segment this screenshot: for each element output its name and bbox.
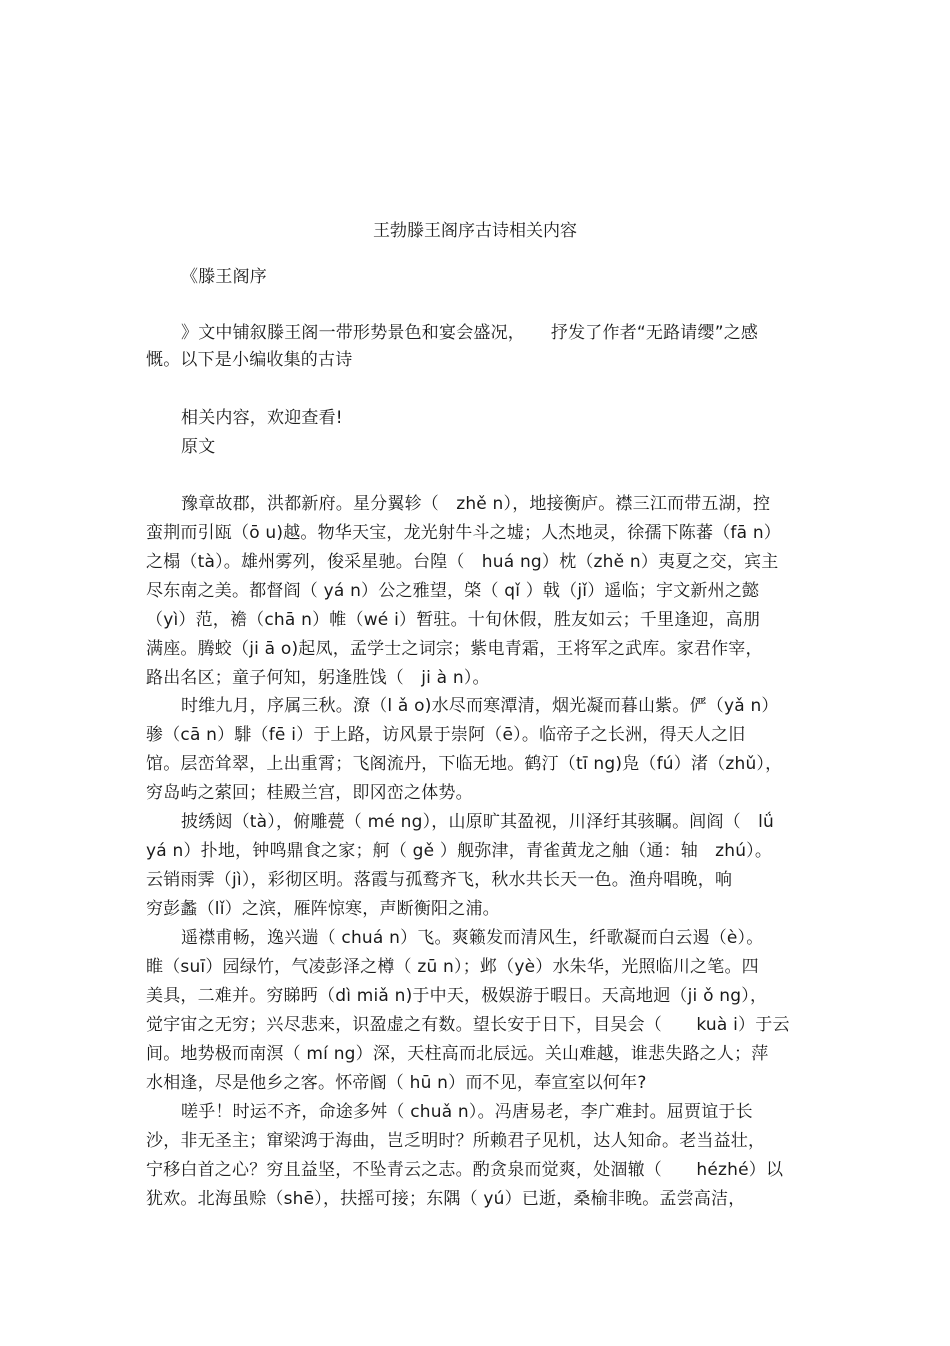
body-line: 遥襟甫畅，逸兴遄（ chuá n）飞。爽籁发而清风生，纤歌凝而白云遏（è）。 xyxy=(181,928,764,948)
body-line: 睢（suī）园绿竹，气凌彭泽之樽（ zū n）；邺（yè）水朱华，光照临川之笔。四 xyxy=(146,957,759,977)
section-heading: 原文 xyxy=(181,437,216,457)
body-line: 水相逢，尽是他乡之客。怀帝阍（ hū n）而不见，奉宣室以何年? xyxy=(146,1073,647,1093)
body-line: 云销雨霁（jì），彩彻区明。落霞与孤鹜齐飞，秋水共长天一色。渔舟唱晚，响 xyxy=(146,870,733,890)
document-title: 王勃滕王阁序古诗相关内容 xyxy=(373,221,577,241)
intro-line: 》文中铺叙滕王阁一带形势景色和宴会盛况， 抒发了作者“无路请缨”之感 xyxy=(181,323,759,343)
body-line: 穷岛屿之萦回；桂殿兰宫，即冈峦之体势。 xyxy=(146,783,473,803)
body-line: 间。地势极而南溟（ mí ng）深，天柱高而北辰远。关山难越，谁悲失路之人；萍 xyxy=(146,1044,769,1064)
body-line: 觉宇宙之无穷；兴尽悲来，识盈虚之有数。望长安于日下，目吴会（ kuà i）于云 xyxy=(146,1015,790,1035)
body-line: 满座。腾蛟（ji ā o)起凤，孟学士之词宗；紫电青霜，王将军之武库。家君作宰， xyxy=(146,639,763,659)
body-line: 嗟乎！时运不齐，命途多舛（ chuǎ n）。冯唐易老，李广难封。屈贾谊于长 xyxy=(181,1102,753,1122)
body-line: 路出名区；童子何知，躬逢胜饯（ ji à n）。 xyxy=(146,668,490,688)
body-line: 犹欢。北海虽赊（shē），扶摇可接；东隅（ yú）已逝，桑榆非晚。孟尝高洁， xyxy=(146,1189,746,1209)
intro-line: 《滕王阁序 xyxy=(181,267,267,287)
body-line: 沙，非无圣主；窜梁鸿于海曲，岂乏明时？所赖君子见机，达人知命。老当益壮， xyxy=(146,1131,766,1151)
body-line: 尽东南之美。都督阎（ yá n）公之雅望，棨（ qǐ ）戟（jǐ）遥临；宇文新州之懿 xyxy=(146,581,760,601)
body-line: 时维九月，序属三秋。潦（l ǎ o)水尽而寒潭清，烟光凝而暮山紫。俨（yǎ n） xyxy=(181,696,779,716)
body-line: 蛮荆而引瓯（ō u)越。物华天宝，龙光射牛斗之墟；人杰地灵，徐孺下陈蕃（fā n） xyxy=(146,523,781,543)
body-line: （yì）范，襜（chā n）帷（wé i）暂驻。十旬休假，胜友如云；千里逢迎，高朋 xyxy=(146,610,761,630)
intro-line: 慨。以下是小编收集的古诗 xyxy=(146,350,353,370)
body-line: 骖（cā n）騑（fē i）于上路，访风景于崇阿（ē）。临帝子之长洲，得天人之旧 xyxy=(146,725,746,745)
body-line: 豫章故郡，洪都新府。星分翼轸（ zhě n），地接衡庐。襟三江而带五湖，控 xyxy=(181,494,771,514)
body-line: 美具，二难并。穷睇眄（dì miǎ n)于中天，极娱游于暇日。天高地迥（ji ǒ ng）， xyxy=(146,986,768,1006)
intro-line: 相关内容，欢迎查看! xyxy=(181,408,343,428)
body-line: 穷彭蠡（lǐ）之滨，雁阵惊寒，声断衡阳之浦。 xyxy=(146,899,500,919)
body-line: 披绣闼（tà），俯雕甍（ mé ng），山原旷其盈视，川泽纡其骇瞩。闾阎（ lǘ xyxy=(181,812,774,832)
body-line: 之榻（tà）。雄州雾列，俊采星驰。台隍（ huá ng）枕（zhě n）夷夏之交，宾主 xyxy=(146,552,779,572)
body-line: 宁移白首之心？穷且益坚，不坠青云之志。酌贪泉而觉爽，处涸辙（ hézhé）以 xyxy=(146,1160,784,1180)
body-line: yá n）扑地，钟鸣鼎食之家；舸（ gě ）舰弥津，青雀黄龙之舳（通：轴 zhú）。 xyxy=(146,841,773,861)
body-line: 馆。层峦耸翠，上出重霄；飞阁流丹，下临无地。鹤汀（tī ng)凫（fú）渚（zhǔ）， xyxy=(146,754,783,774)
